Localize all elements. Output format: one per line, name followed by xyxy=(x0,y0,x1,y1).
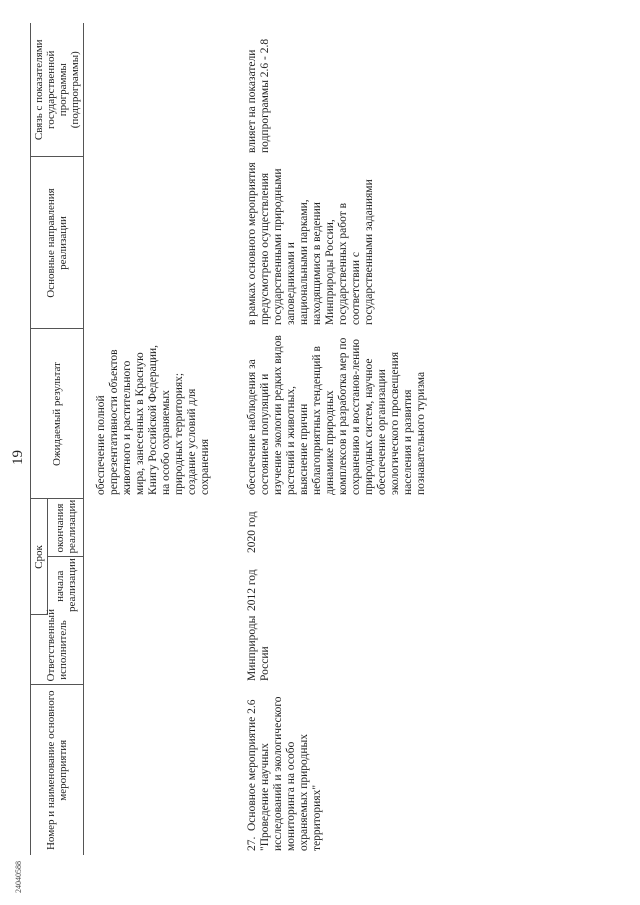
header-end: окончания реализации xyxy=(48,499,84,557)
event-name: Основное мероприятие 2.6 "Проведение научных исследований и экологического мониторинга на особо охраняемых природных территориях" xyxy=(246,696,323,851)
table-row-continuation xyxy=(92,23,243,855)
result-cell: обеспечение наблюдения за состоянием популяций и изучение экологии редких видов растений и животных, выяснение причин неблагоприятных тенденций в динамике природных комплексов и разработка мер по сохранению и восстанов-лению природных систем, научное обеспечение организации экологического просвещения населения и развития познавательного туризма xyxy=(246,335,427,495)
header-executor: Ответственный исполнитель xyxy=(31,615,84,685)
table-row xyxy=(243,23,431,855)
executor-cell: Минприроды России xyxy=(246,615,271,681)
document-id: 24040588 xyxy=(14,861,23,893)
continuation-result: обеспечение полной репрезентативности объектов животного и растительного мира, занесенных в Красную Книгу Российской Федерации, на особо охраняемых природных территориях; создание условий для сохранения xyxy=(95,344,211,495)
link-cell: влияет на показатели подпрограммы 2.6 - 2.8 xyxy=(246,38,271,153)
header-term: Срок xyxy=(31,499,48,615)
event-cell xyxy=(243,685,431,855)
header-event: Номер и наименование основного мероприятия xyxy=(31,685,84,855)
header-start: начала реализации xyxy=(48,557,84,615)
page-number: 19 xyxy=(10,450,26,465)
directions-cell: в рамках основного мероприятия предусмотрено осуществления государственными природными заповедниками и национальными парками, находящимися в ведении Минприроды России, государственных работ в соответствии с государственными заданиями xyxy=(246,162,375,325)
row-number: 27. xyxy=(246,836,258,851)
end-cell: 2020 год xyxy=(246,511,258,553)
header-link: Связь с показателями государственной программы (подпрограммы) xyxy=(31,23,84,157)
header-result: Ожидаемый результат xyxy=(31,329,84,499)
header-directions: Основные направления реализации xyxy=(31,157,84,329)
events-table xyxy=(30,23,431,855)
start-cell: 2012 год xyxy=(246,569,258,611)
